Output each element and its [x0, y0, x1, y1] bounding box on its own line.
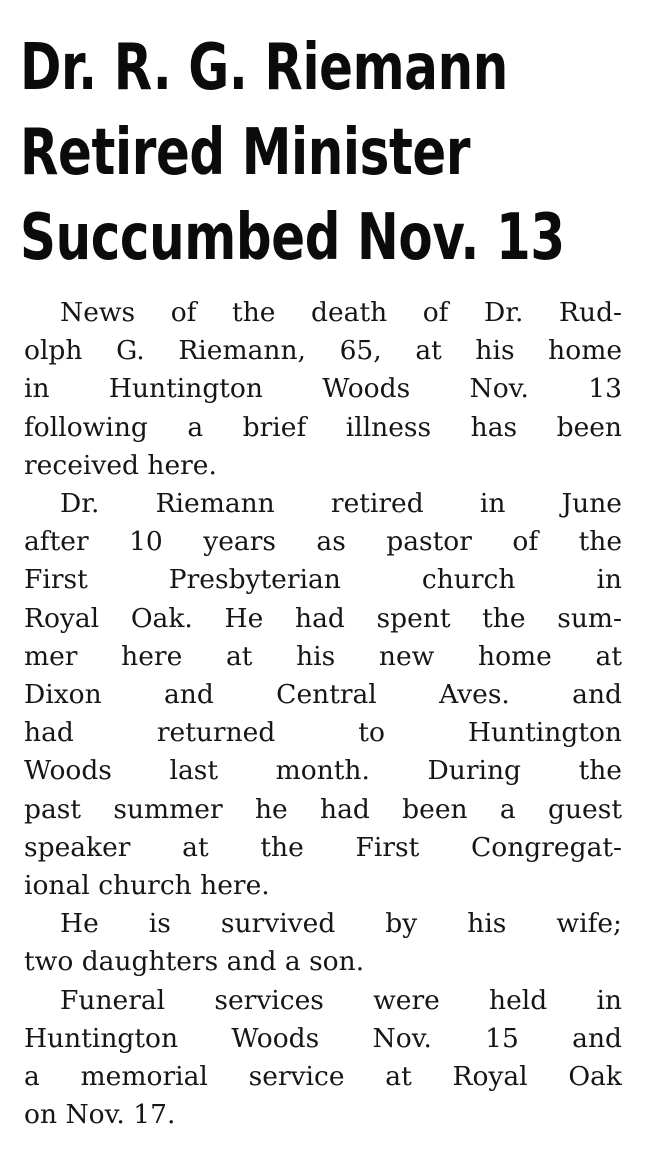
text-line: in Huntington Woods Nov. 13 — [24, 373, 622, 405]
text-line: Dixon and Central Aves. and — [24, 679, 622, 711]
headline-line: Retired Minister — [20, 116, 471, 190]
text-line: Funeral services were held in — [60, 984, 622, 1016]
text-line: after 10 years as pastor of the — [24, 526, 622, 558]
text-line: had returned to Huntington — [24, 717, 622, 749]
text-line: speaker at the First Congregat- — [24, 831, 622, 863]
text-line: News of the death of Dr. Rud- — [60, 297, 622, 328]
text-line: Woods last month. During the — [24, 755, 622, 787]
paragraph-death-notice — [24, 294, 622, 485]
text-line: two daughters and a son. — [24, 946, 365, 978]
text-line: First Presbyterian church in — [24, 564, 622, 596]
headline-line: Succumbed Nov. 13 — [20, 201, 565, 275]
article-body — [24, 294, 622, 1134]
headline — [20, 26, 565, 281]
text-line: mer here at his new home at — [24, 640, 622, 672]
paragraph-career — [24, 485, 622, 905]
paragraph-services — [24, 982, 622, 1135]
paragraph-survivors — [24, 905, 622, 981]
text-line: past summer he had been a guest — [24, 793, 622, 825]
text-line: received here. — [24, 449, 217, 481]
text-line: following a brief illness has been — [24, 411, 622, 443]
text-line: olph G. Riemann, 65, at his home — [24, 335, 622, 367]
text-line: ional church here. — [24, 870, 270, 902]
text-line: a memorial service at Royal Oak — [24, 1061, 622, 1093]
headline-line: Dr. R. G. Riemann — [20, 31, 508, 105]
text-line: Royal Oak. He had spent the sum- — [24, 602, 622, 634]
text-line: He is survived by his wife; — [60, 908, 622, 940]
text-line: Dr. Riemann retired in June — [60, 488, 622, 520]
text-line: on Nov. 17. — [24, 1099, 176, 1131]
text-line: Huntington Woods Nov. 15 and — [24, 1022, 622, 1054]
